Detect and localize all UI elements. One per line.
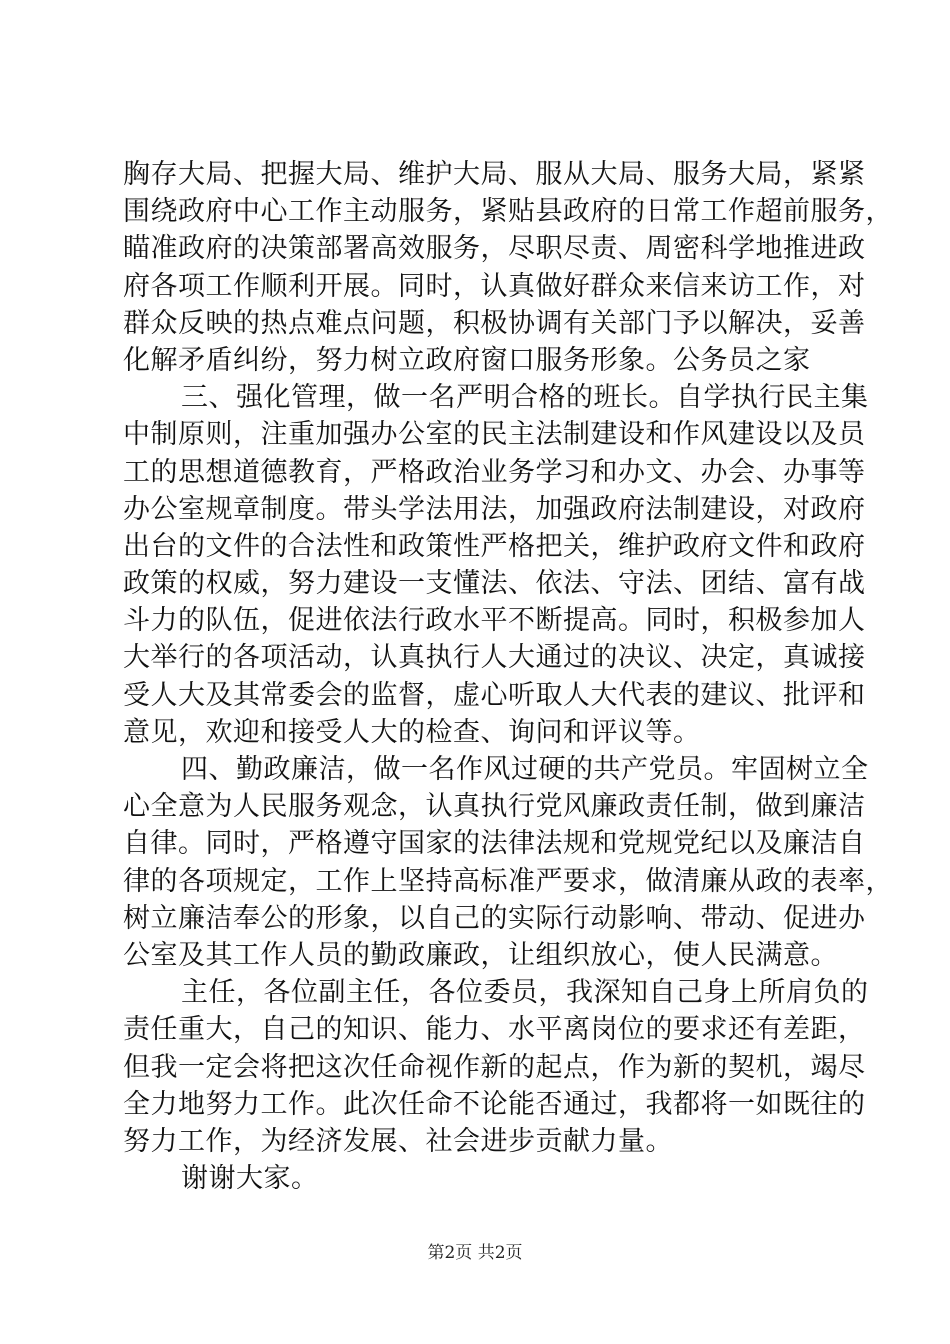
text-line: 努力工作，为经济发展、社会进步贡献力量。 (123, 1125, 673, 1157)
text-line: 律的各项规定，工作上坚持高标准严要求，做清廉从政的表率， (123, 865, 893, 897)
thanks-line: 谢谢大家。 (181, 1163, 319, 1195)
text-line: 自律。同时，严格遵守国家的法律法规和党规党纪以及廉洁自 (123, 828, 866, 860)
closing-paragraph-line: 主任，各位副主任，各位委员，我深知自己身上所肩负的 (181, 977, 869, 1009)
text-line: 瞄准政府的决策部署高效服务，尽职尽责、周密科学地推进政 (123, 233, 866, 265)
section-three-heading-line: 三、强化管理，做一名严明合格的班长。自学执行民主集 (181, 382, 869, 414)
text-line: 化解矛盾纠纷，努力树立政府窗口服务形象。公务员之家 (123, 344, 811, 376)
text-line: 但我一定会将把这次任命视作新的起点，作为新的契机，竭尽 (123, 1051, 866, 1083)
text-line: 受人大及其常委会的监督，虚心听取人大代表的建议、批评和 (123, 679, 866, 711)
text-line: 胸存大局、把握大局、维护大局、服从大局、服务大局，紧紧 (123, 159, 866, 190)
text-line: 中制原则，注重加强办公室的民主法制建设和作风建设以及员 (123, 419, 866, 451)
document-body (123, 156, 893, 1197)
text-line: 全力地努力工作。此次任命不论能否通过，我都将一如既往的 (123, 1088, 866, 1120)
text-line: 斗力的队伍，促进依法行政水平不断提高。同时，积极参加人 (123, 605, 866, 637)
text-line: 府各项工作顺利开展。同时，认真做好群众来信来访工作，对 (123, 270, 866, 302)
text-line: 意见，欢迎和接受人大的检查、询问和评议等。 (123, 716, 701, 748)
text-line: 办公室规章制度。带头学法用法，加强政府法制建设，对政府 (123, 493, 866, 525)
section-four-heading-line: 四、勤政廉洁，做一名作风过硬的共产党员。牢固树立全 (181, 754, 869, 785)
text-line: 群众反映的热点难点问题，积极协调有关部门予以解决，妥善 (123, 307, 866, 339)
text-line: 出台的文件的合法性和政策性严格把关，维护政府文件和政府 (123, 530, 866, 562)
text-line: 政策的权威，努力建设一支懂法、依法、守法、团结、富有战 (123, 568, 866, 600)
text-line: 公室及其工作人员的勤政廉政，让组织放心，使人民满意。 (123, 939, 838, 971)
text-line: 责任重大，自己的知识、能力、水平离岗位的要求还有差距， (123, 1014, 866, 1046)
page-footer: 第2页 共2页 (427, 1243, 523, 1263)
text-line: 大举行的各项活动，认真执行人大通过的决议、决定，真诚接 (123, 642, 866, 674)
text-line: 树立廉洁奉公的形象，以自己的实际行动影响、带动、促进办 (123, 902, 866, 934)
text-line: 工的思想道德教育，严格政治业务学习和办文、办会、办事等 (123, 456, 866, 488)
text-line: 围绕政府中心工作主动服务，紧贴县政府的日常工作超前服务， (123, 196, 893, 228)
text-line: 心全意为人民服务观念，认真执行党风廉政责任制，做到廉洁 (123, 791, 866, 823)
